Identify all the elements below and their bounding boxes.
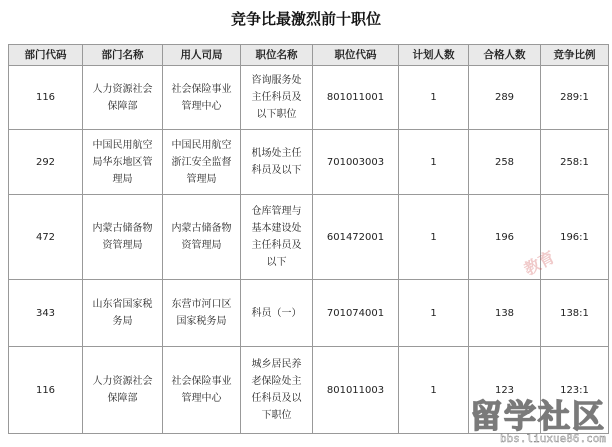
dept-code-cell: 292 (9, 130, 83, 195)
position-cell (241, 280, 313, 347)
position-code-cell: 801011003 (313, 347, 399, 434)
bureau-cell (163, 347, 241, 434)
position-text: 城乡居民养老保险处主任科员及以下职位 (251, 359, 302, 421)
ratio-cell: 258:1 (541, 130, 609, 195)
qualified-cell: 289 (469, 66, 541, 130)
dept-name-cell (83, 280, 163, 347)
dept-code-cell: 116 (9, 66, 83, 130)
qualified-cell: 138 (469, 280, 541, 347)
dept-name-cell (83, 66, 163, 130)
ratio-cell: 196:1 (541, 195, 609, 280)
dept-name-cell (83, 130, 163, 195)
bureau-cell (163, 280, 241, 347)
watermark-stamp: 教育 (520, 247, 559, 280)
table-header-row (9, 45, 609, 66)
dept-name-text: 人力资源社会保障部 (92, 83, 153, 112)
dept-code-cell: 116 (9, 347, 83, 434)
table-row (9, 347, 609, 434)
position-code-cell: 801011001 (313, 66, 399, 130)
header-ratio: 竞争比例 (541, 45, 609, 66)
header-qualified: 合格人数 (469, 45, 541, 66)
header-position-code: 职位代码 (313, 45, 399, 66)
header-position: 职位名称 (241, 45, 313, 66)
position-text: 咨询服务处主任科员及以下职位 (251, 75, 302, 120)
position-text: 仓库管理与基本建设处主任科员及以下 (251, 206, 302, 268)
position-code-cell: 701003003 (313, 130, 399, 195)
position-cell (241, 195, 313, 280)
table-row (9, 66, 609, 130)
ranking-table-container (8, 44, 608, 434)
header-bureau: 用人司局 (163, 45, 241, 66)
table-row (9, 195, 609, 280)
position-text: 科员（一） (251, 307, 302, 319)
position-text: 机场处主任科员及以下 (251, 148, 302, 176)
dept-code-cell: 472 (9, 195, 83, 280)
position-code-cell: 701074001 (313, 280, 399, 347)
position-cell (241, 347, 313, 434)
bureau-text: 社会保险事业管理中心 (171, 376, 232, 404)
ratio-cell: 138:1 (541, 280, 609, 347)
bureau-text: 内蒙古储备物资管理局 (171, 223, 232, 251)
planned-cell: 1 (399, 280, 469, 347)
dept-name-cell (83, 195, 163, 280)
qualified-cell: 258 (469, 130, 541, 195)
dept-name-text: 内蒙古储备物资管理局 (92, 223, 153, 251)
position-cell (241, 66, 313, 130)
dept-code-cell: 343 (9, 280, 83, 347)
planned-cell: 1 (399, 195, 469, 280)
page-title: 竞争比最激烈前十职位 (230, 10, 381, 28)
ranking-table (8, 44, 609, 434)
bureau-text: 中国民用航空浙江安全监督管理局 (171, 139, 232, 185)
watermark-url: bbs.liuxue86.com (500, 432, 606, 445)
table-row (9, 280, 609, 347)
planned-cell: 1 (399, 66, 469, 130)
bureau-text: 社会保险事业管理中心 (171, 83, 232, 112)
header-dept-name: 部门名称 (83, 45, 163, 66)
header-planned: 计划人数 (399, 45, 469, 66)
qualified-cell: 123 (469, 347, 541, 434)
watermark-logo: 留学社区 (469, 397, 606, 435)
bureau-text: 东营市河口区国家税务局 (171, 299, 232, 327)
planned-cell: 1 (399, 130, 469, 195)
header-dept-code: 部门代码 (9, 45, 83, 66)
table-row (9, 130, 609, 195)
bureau-cell (163, 130, 241, 195)
dept-name-cell (83, 347, 163, 434)
planned-cell: 1 (399, 347, 469, 434)
bureau-cell (163, 195, 241, 280)
position-cell (241, 130, 313, 195)
position-code-cell: 601472001 (313, 195, 399, 280)
ratio-cell: 289:1 (541, 66, 609, 130)
dept-name-text: 中国民用航空局华东地区管理局 (92, 139, 153, 185)
dept-name-text: 山东省国家税务局 (92, 299, 153, 327)
dept-name-text: 人力资源社会保障部 (92, 376, 153, 404)
ratio-cell: 123:1 (541, 347, 609, 434)
qualified-cell: 196 (469, 195, 541, 280)
bureau-cell (163, 66, 241, 130)
